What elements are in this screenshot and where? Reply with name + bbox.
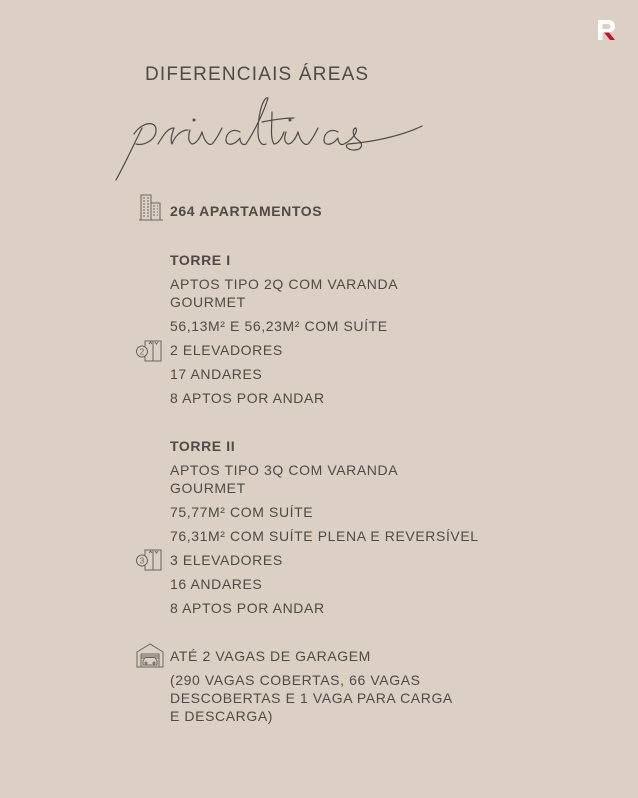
script-lettering	[112, 92, 442, 192]
torre2-per-floor: 8 APTOS POR ANDAR	[170, 600, 325, 616]
torre2-size-1: 75,77M² COM SUÍTE	[170, 504, 314, 520]
title-script	[112, 92, 442, 192]
elevator-icon	[135, 340, 163, 362]
apartments-count: 264 APARTAMENTOS	[170, 203, 323, 219]
torre1-sizes: 56,13M² E 56,23M² COM SUÍTE	[170, 318, 388, 334]
torre1-elevators: 2 ELEVADORES	[170, 342, 283, 358]
torre1-type: APTOS TIPO 2Q COM VARANDA GOURMET	[170, 276, 398, 310]
elevator-icon	[135, 549, 163, 571]
torre2-size-2: 76,31M² COM SUÍTE PLENA E REVERSÍVEL	[170, 528, 479, 544]
elevator-icon-number: 2	[139, 347, 145, 357]
brand-logo	[596, 18, 618, 42]
garage-icon	[135, 642, 165, 668]
torre2-elevators: 3 ELEVADORES	[170, 552, 283, 568]
torre2-floors: 16 ANDARES	[170, 576, 263, 592]
garage-headline: ATÉ 2 VAGAS DE GARAGEM	[170, 648, 371, 664]
torre1-heading: TORRE I	[170, 252, 231, 268]
title-line-1: DIFERENCIAIS ÁREAS	[145, 64, 370, 85]
garage-detail: (290 VAGAS COBERTAS, 66 VAGAS DESCOBERTAS E 1 VAGA PARA CARGA E DESCARGA)	[170, 672, 453, 724]
torre1-per-floor: 8 APTOS POR ANDAR	[170, 390, 325, 406]
torre2-type: APTOS TIPO 3Q COM VARANDA GOURMET	[170, 462, 398, 496]
building-icon	[139, 193, 163, 221]
elevator-icon-number: 3	[139, 556, 145, 566]
torre2-heading: TORRE II	[170, 438, 236, 454]
torre1-floors: 17 ANDARES	[170, 366, 263, 382]
